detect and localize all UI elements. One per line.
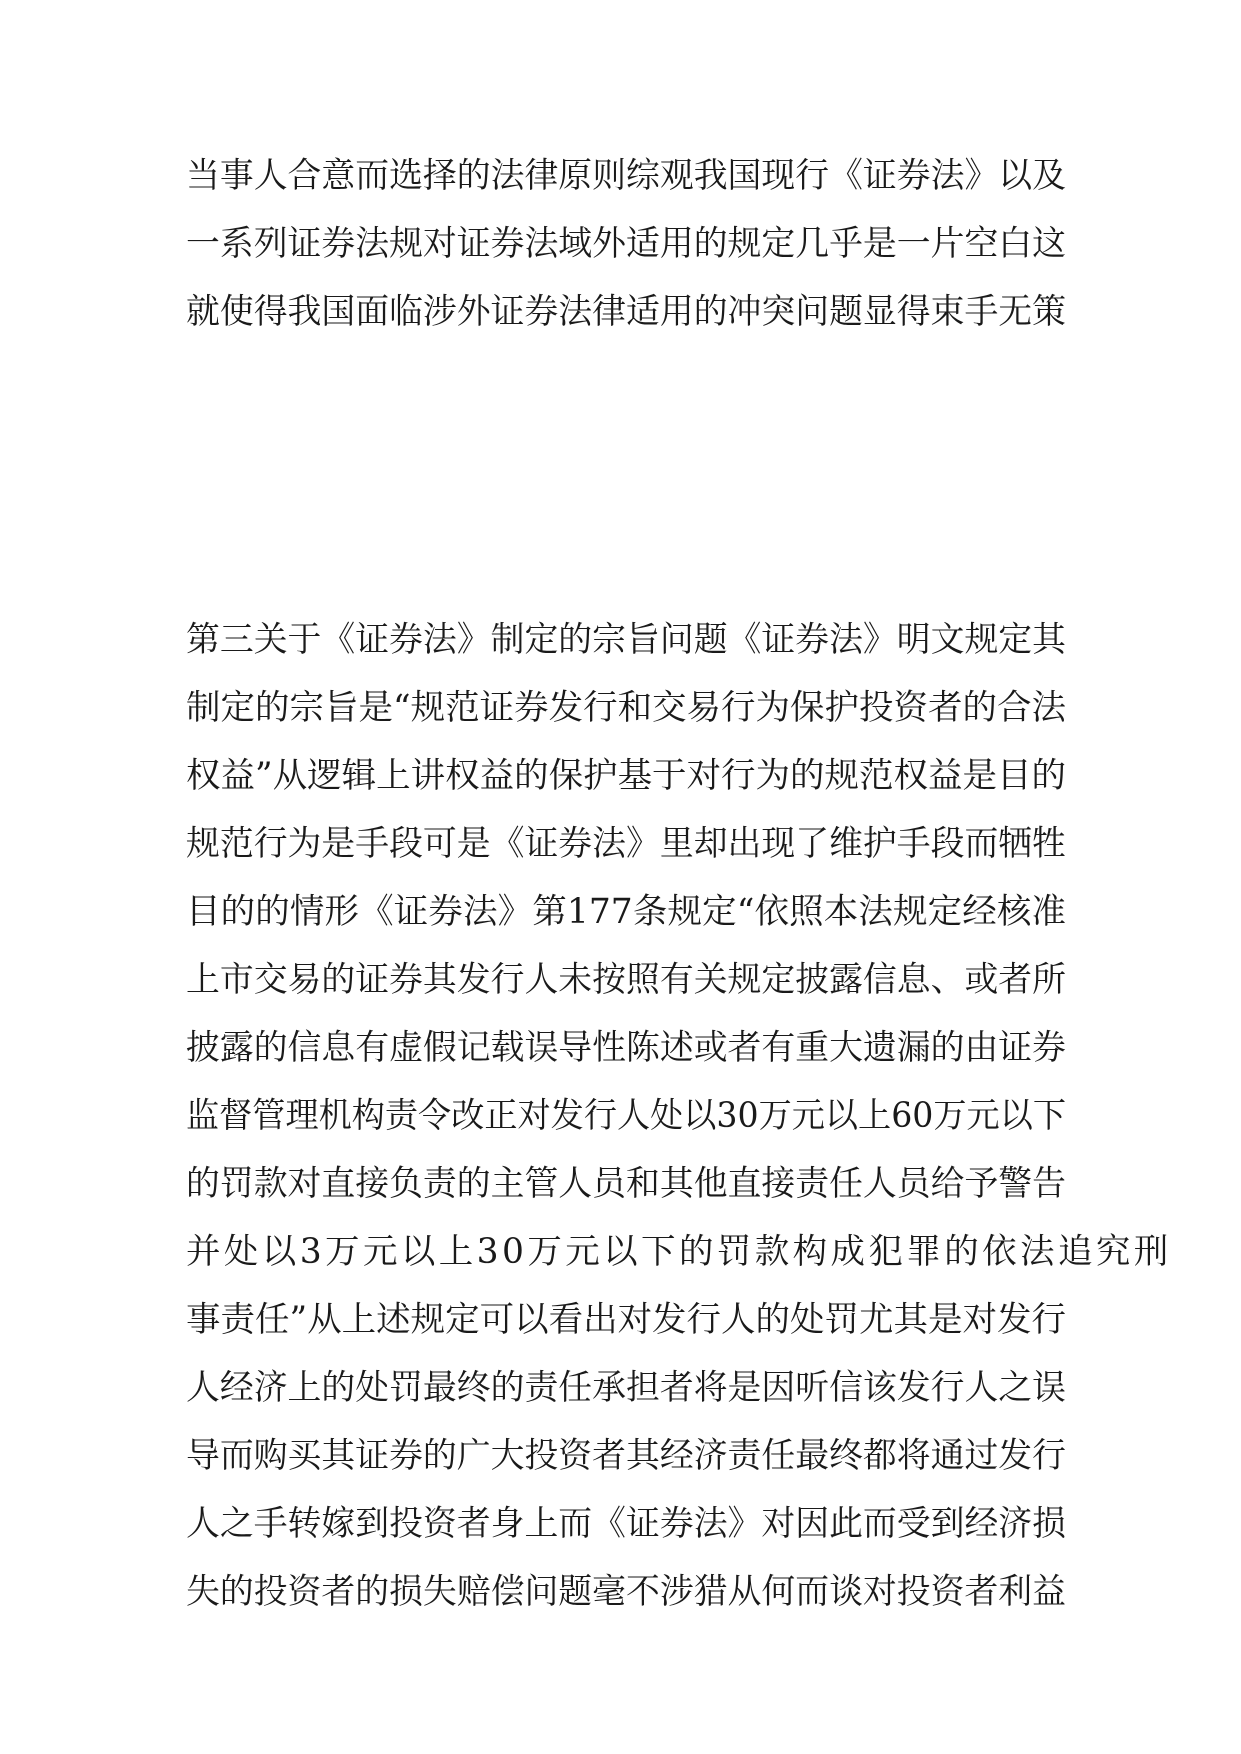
text-line: 人之手转嫁到投资者身上而《证券法》对因此而受到经济损 bbox=[186, 1504, 1066, 1544]
text-line: 披露的信息有虚假记载误导性陈述或者有重大遗漏的由证券 bbox=[186, 1028, 1066, 1068]
text-line: 目的的情形《证券法》第177条规定“依照本法规定经核准 bbox=[186, 892, 1066, 932]
text-line: 监督管理机构责令改正对发行人处以30万元以上60万元以下 bbox=[186, 1096, 1066, 1136]
text-line: 就使得我国面临涉外证券法律适用的冲突问题显得束手无策 bbox=[186, 292, 1066, 332]
text-line: 上市交易的证券其发行人未按照有关规定披露信息、或者所 bbox=[186, 960, 1066, 1000]
text-line: 权益”从逻辑上讲权益的保护基于对行为的规范权益是目的 bbox=[186, 756, 1066, 796]
text-line: 事责任”从上述规定可以看出对发行人的处罚尤其是对发行 bbox=[186, 1300, 1066, 1340]
text-line: 失的投资者的损失赔偿问题毫不涉猎从何而谈对投资者利益 bbox=[186, 1572, 1066, 1612]
text-line: 当事人合意而选择的法律原则综观我国现行《证券法》以及 bbox=[186, 156, 1066, 196]
text-line: 人经济上的处罚最终的责任承担者将是因听信该发行人之误 bbox=[186, 1368, 1066, 1408]
text-line: 导而购买其证券的广大投资者其经济责任最终都将通过发行 bbox=[186, 1436, 1066, 1476]
text-line: 的罚款对直接负责的主管人员和其他直接责任人员给予警告 bbox=[186, 1164, 1066, 1204]
text-line: 制定的宗旨是“规范证券发行和交易行为保护投资者的合法 bbox=[186, 688, 1066, 728]
text-line: 一系列证券法规对证券法域外适用的规定几乎是一片空白这 bbox=[186, 224, 1066, 264]
paragraph-legislative-purpose bbox=[186, 606, 1172, 1626]
paragraph-securities-law-gap bbox=[186, 142, 1066, 346]
text-line: 并处以3万元以上30万元以下的罚款构成犯罪的依法追究刑 bbox=[186, 1232, 1172, 1272]
text-line: 第三关于《证券法》制定的宗旨问题《证券法》明文规定其 bbox=[186, 620, 1066, 660]
text-line: 规范行为是手段可是《证券法》里却出现了维护手段而牺牲 bbox=[186, 824, 1066, 864]
